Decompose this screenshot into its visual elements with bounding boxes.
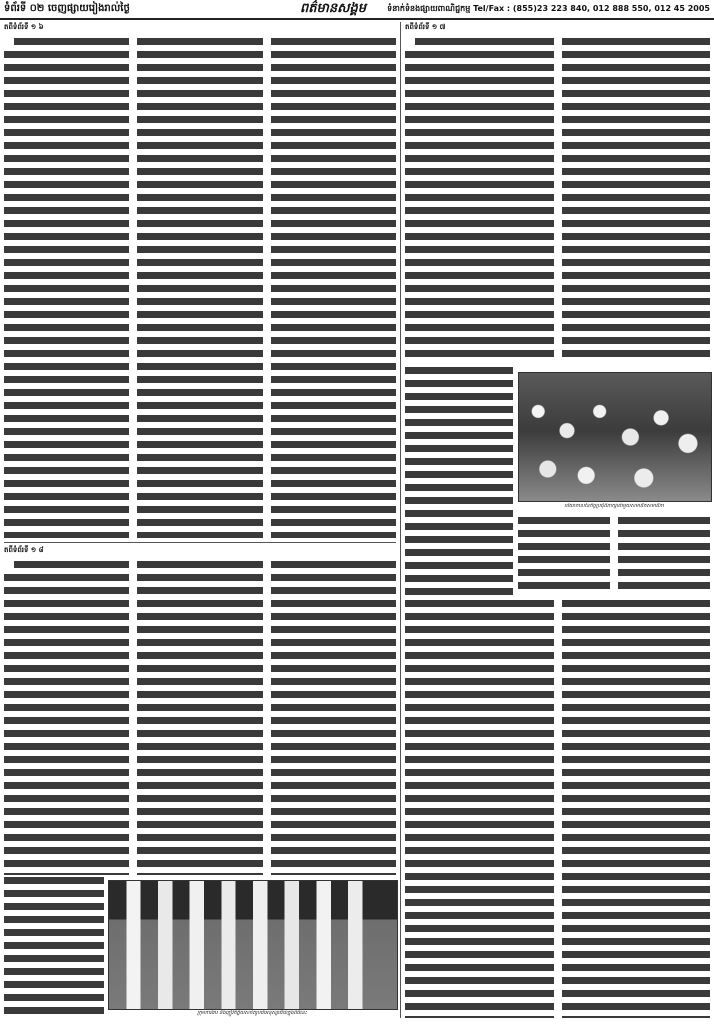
text-column bbox=[4, 559, 129, 875]
article-right-top bbox=[405, 22, 710, 362]
article-right-under-photo bbox=[518, 515, 710, 595]
text-column bbox=[4, 875, 104, 1019]
crowd-photo bbox=[518, 372, 712, 502]
article-left-bottom bbox=[4, 545, 396, 875]
text-column bbox=[271, 36, 396, 538]
text-column bbox=[271, 559, 396, 875]
text-column bbox=[405, 365, 513, 595]
text-column bbox=[562, 36, 711, 362]
text-column bbox=[137, 36, 262, 538]
article-right-middle bbox=[405, 365, 513, 595]
article-tag: តពីទំព័រទី ១ ៧ bbox=[405, 23, 446, 31]
section-title: ពត៌មានសង្គម bbox=[300, 1, 367, 16]
page-number: ទំព័រទី ០២ ចេញផ្សាយរៀងរាល់ថ្ងៃ bbox=[4, 3, 130, 14]
article-tag: តពីទំព័រទី ១ ៨ bbox=[4, 546, 44, 554]
column-divider bbox=[400, 22, 401, 1018]
section-divider bbox=[4, 542, 396, 543]
article-left-top bbox=[4, 22, 396, 538]
text-column bbox=[562, 598, 711, 1018]
photo-caption: ក្រុមការងារ និងភ្ញៀវកិត្តិយសថតរូបជាអនុស្សាវរីយ៍ក្នុងពិធីនេះ bbox=[197, 1010, 307, 1016]
photo-caption: បរិយាកាសនៃកិច្ចប្រជុំពិភាក្សាជាមួយសមាជិកសមាជិកា bbox=[564, 503, 664, 509]
text-column bbox=[405, 598, 554, 1018]
article-tag: តពីទំព័រទី ១ ៦ bbox=[4, 23, 44, 31]
contact-info: ទំនាក់ទំនងផ្សាយពាណិជ្ជកម្ម Tel/Fax : (855)23 223 840, 012 888 550, 012 45 2005 bbox=[387, 4, 710, 13]
page-header bbox=[0, 0, 714, 20]
text-column bbox=[4, 36, 129, 538]
group-photo bbox=[108, 880, 398, 1010]
text-column bbox=[137, 559, 262, 875]
text-column bbox=[405, 36, 554, 362]
text-column bbox=[518, 515, 610, 595]
article-right-bottom bbox=[405, 598, 710, 1018]
article-left-bottom-continued bbox=[4, 875, 104, 1019]
text-column bbox=[618, 515, 710, 595]
